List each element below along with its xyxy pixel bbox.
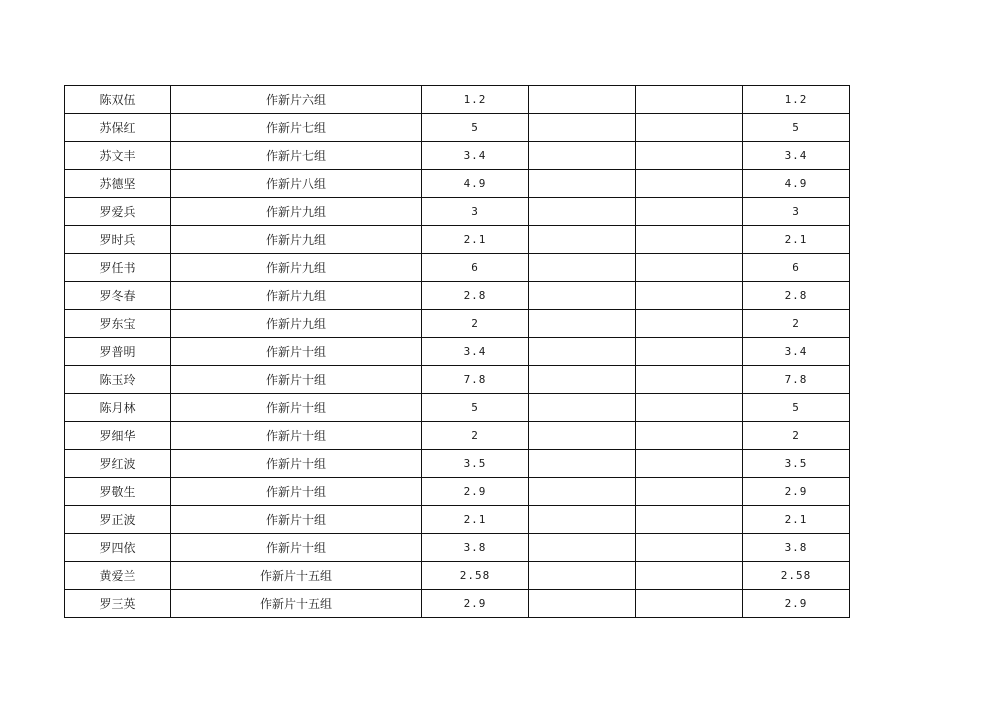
table-row xyxy=(65,86,850,114)
name-cell: 陈玉玲 xyxy=(65,366,171,394)
group-cell: 作新片七组 xyxy=(171,142,422,170)
value-cell: 2 xyxy=(422,422,529,450)
group-cell: 作新片十组 xyxy=(171,534,422,562)
group-cell: 作新片九组 xyxy=(171,282,422,310)
empty-cell xyxy=(529,142,636,170)
value-cell: 2.1 xyxy=(422,226,529,254)
name-cell: 罗红波 xyxy=(65,450,171,478)
empty-cell xyxy=(529,198,636,226)
name-cell: 罗敬生 xyxy=(65,478,171,506)
group-cell: 作新片九组 xyxy=(171,198,422,226)
name-cell: 陈双伍 xyxy=(65,86,171,114)
empty-cell xyxy=(529,170,636,198)
total-cell: 3.5 xyxy=(743,450,850,478)
total-cell: 3.4 xyxy=(743,142,850,170)
table-row xyxy=(65,590,850,618)
total-cell: 7.8 xyxy=(743,366,850,394)
total-cell: 2.9 xyxy=(743,478,850,506)
name-cell: 罗任书 xyxy=(65,254,171,282)
table-row xyxy=(65,170,850,198)
name-cell: 苏文丰 xyxy=(65,142,171,170)
empty-cell xyxy=(636,254,743,282)
name-cell: 罗冬春 xyxy=(65,282,171,310)
empty-cell xyxy=(529,282,636,310)
table-row xyxy=(65,422,850,450)
name-cell: 罗正波 xyxy=(65,506,171,534)
table-row xyxy=(65,450,850,478)
empty-cell xyxy=(636,170,743,198)
table-row xyxy=(65,310,850,338)
empty-cell xyxy=(529,310,636,338)
name-cell: 罗三英 xyxy=(65,590,171,618)
table-row xyxy=(65,142,850,170)
total-cell: 2.1 xyxy=(743,506,850,534)
empty-cell xyxy=(529,422,636,450)
name-cell: 罗普明 xyxy=(65,338,171,366)
value-cell: 2 xyxy=(422,310,529,338)
name-cell: 苏保红 xyxy=(65,114,171,142)
empty-cell xyxy=(636,86,743,114)
empty-cell xyxy=(636,590,743,618)
total-cell: 3 xyxy=(743,198,850,226)
table-row xyxy=(65,366,850,394)
total-cell: 2.8 xyxy=(743,282,850,310)
value-cell: 3.4 xyxy=(422,142,529,170)
name-cell: 罗爱兵 xyxy=(65,198,171,226)
empty-cell xyxy=(636,366,743,394)
empty-cell xyxy=(636,114,743,142)
empty-cell xyxy=(636,310,743,338)
table-row xyxy=(65,534,850,562)
empty-cell xyxy=(636,226,743,254)
name-cell: 陈月林 xyxy=(65,394,171,422)
empty-cell xyxy=(636,534,743,562)
empty-cell xyxy=(529,366,636,394)
empty-cell xyxy=(529,114,636,142)
value-cell: 2.8 xyxy=(422,282,529,310)
group-cell: 作新片十组 xyxy=(171,338,422,366)
group-cell: 作新片十五组 xyxy=(171,590,422,618)
total-cell: 1.2 xyxy=(743,86,850,114)
group-cell: 作新片六组 xyxy=(171,86,422,114)
empty-cell xyxy=(636,142,743,170)
empty-cell xyxy=(636,198,743,226)
empty-cell xyxy=(636,478,743,506)
table-row xyxy=(65,282,850,310)
group-cell: 作新片十组 xyxy=(171,450,422,478)
total-cell: 2.58 xyxy=(743,562,850,590)
empty-cell xyxy=(636,422,743,450)
name-cell: 黄爱兰 xyxy=(65,562,171,590)
table-row xyxy=(65,562,850,590)
value-cell: 7.8 xyxy=(422,366,529,394)
group-cell: 作新片九组 xyxy=(171,226,422,254)
empty-cell xyxy=(636,394,743,422)
value-cell: 2.1 xyxy=(422,506,529,534)
table-body xyxy=(65,86,850,618)
table-row xyxy=(65,114,850,142)
total-cell: 4.9 xyxy=(743,170,850,198)
empty-cell xyxy=(529,254,636,282)
empty-cell xyxy=(529,394,636,422)
empty-cell xyxy=(529,450,636,478)
value-cell: 3 xyxy=(422,198,529,226)
group-cell: 作新片七组 xyxy=(171,114,422,142)
total-cell: 2.9 xyxy=(743,590,850,618)
total-cell: 2 xyxy=(743,422,850,450)
group-cell: 作新片九组 xyxy=(171,254,422,282)
data-table xyxy=(64,85,850,618)
empty-cell xyxy=(636,450,743,478)
table-row xyxy=(65,338,850,366)
name-cell: 罗细华 xyxy=(65,422,171,450)
total-cell: 5 xyxy=(743,114,850,142)
empty-cell xyxy=(529,590,636,618)
value-cell: 6 xyxy=(422,254,529,282)
value-cell: 3.8 xyxy=(422,534,529,562)
empty-cell xyxy=(529,338,636,366)
empty-cell xyxy=(636,506,743,534)
total-cell: 5 xyxy=(743,394,850,422)
table-row xyxy=(65,506,850,534)
group-cell: 作新片八组 xyxy=(171,170,422,198)
value-cell: 2.9 xyxy=(422,478,529,506)
value-cell: 2.9 xyxy=(422,590,529,618)
group-cell: 作新片十组 xyxy=(171,506,422,534)
empty-cell xyxy=(529,506,636,534)
empty-cell xyxy=(529,534,636,562)
name-cell: 罗四依 xyxy=(65,534,171,562)
group-cell: 作新片十组 xyxy=(171,478,422,506)
group-cell: 作新片十组 xyxy=(171,422,422,450)
empty-cell xyxy=(636,282,743,310)
total-cell: 2.1 xyxy=(743,226,850,254)
value-cell: 4.9 xyxy=(422,170,529,198)
empty-cell xyxy=(636,338,743,366)
empty-cell xyxy=(529,226,636,254)
table-row xyxy=(65,478,850,506)
value-cell: 3.4 xyxy=(422,338,529,366)
empty-cell xyxy=(529,478,636,506)
name-cell: 罗时兵 xyxy=(65,226,171,254)
empty-cell xyxy=(529,86,636,114)
name-cell: 罗东宝 xyxy=(65,310,171,338)
empty-cell xyxy=(636,562,743,590)
value-cell: 3.5 xyxy=(422,450,529,478)
value-cell: 1.2 xyxy=(422,86,529,114)
table-row xyxy=(65,198,850,226)
value-cell: 5 xyxy=(422,114,529,142)
group-cell: 作新片十组 xyxy=(171,366,422,394)
table-row xyxy=(65,394,850,422)
total-cell: 3.8 xyxy=(743,534,850,562)
group-cell: 作新片九组 xyxy=(171,310,422,338)
group-cell: 作新片十五组 xyxy=(171,562,422,590)
total-cell: 6 xyxy=(743,254,850,282)
empty-cell xyxy=(529,562,636,590)
value-cell: 2.58 xyxy=(422,562,529,590)
total-cell: 2 xyxy=(743,310,850,338)
name-cell: 苏德坚 xyxy=(65,170,171,198)
group-cell: 作新片十组 xyxy=(171,394,422,422)
total-cell: 3.4 xyxy=(743,338,850,366)
value-cell: 5 xyxy=(422,394,529,422)
table-row xyxy=(65,226,850,254)
table-row xyxy=(65,254,850,282)
